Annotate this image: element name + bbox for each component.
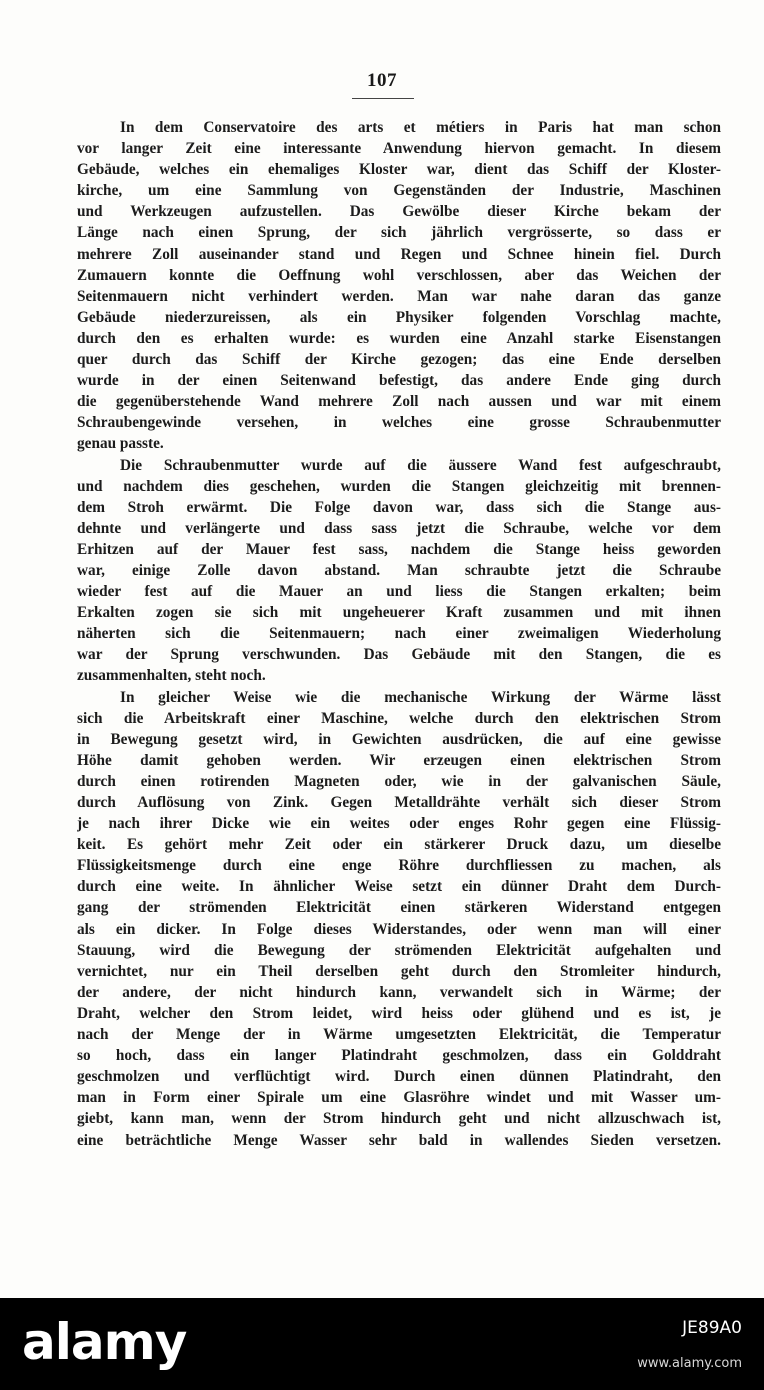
text-line: genau passte. — [77, 435, 164, 453]
text-line: Stauung, wird die Bewegung der strömenden Elektricität aufgehalten und — [77, 941, 721, 959]
text-line: Schraubengewinde versehen, in welches eine grosse Schraubenmutter — [77, 414, 721, 432]
text-line: durch Auflösung von Zink. Gegen Metalldrähte verhält sich dieser Strom — [77, 794, 721, 811]
text-line: nach der Menge der in Wärme umgesetzten Elektricität, die Temperatur — [77, 1026, 721, 1044]
text-line: je nach ihrer Dicke wie ein weites oder enges Rohr gegen eine Flüssig- — [77, 815, 721, 833]
text-line: man in Form einer Spirale um eine Glasröhre windet und mit Wasser um- — [77, 1089, 721, 1107]
text-line: als ein dicker. In Folge dieses Widerstandes, oder wenn man will einer — [77, 920, 721, 938]
text-line: war der Sprung verschwunden. Das Gebäude mit den Stangen, die es — [77, 646, 721, 664]
text-line: die gegenüberstehende Wand mehrere Zoll nach aussen und war mit einem — [77, 393, 721, 411]
text-line: wurde in der einen Seitenwand befestigt, das andere Ende ging durch — [77, 372, 721, 390]
text-line: giebt, kann man, wenn der Strom hindurch geht und nicht allzuschwach ist, — [77, 1110, 721, 1128]
text-line: Flüssigkeitsmenge durch eine enge Röhre durchfliessen zu machen, als — [77, 857, 721, 875]
image-id: JE89A0 — [682, 1318, 742, 1338]
text-line: und Werkzeugen aufzustellen. Das Gewölbe dieser Kirche bekam der — [77, 203, 721, 221]
text-line: der andere, der nicht hindurch kann, verwandelt sich in Wärme; der — [77, 983, 721, 1001]
body-text — [77, 117, 721, 1151]
text-line: Erkalten zogen sie sich mit ungeheuerer Kraft zusammen und mit ihnen — [77, 604, 721, 622]
text-line: und nachdem dies geschehen, wurden die Stangen gleichzeitig mit brennen- — [77, 477, 721, 495]
text-line: war, einige Zolle davon abstand. Man schraubte jetzt die Schraube — [77, 561, 721, 579]
text-line: mehrere Zoll auseinander stand und Regen und Schnee hinein fiel. Durch — [77, 245, 721, 263]
text-line: In gleicher Weise wie die mechanische Wirkung der Wärme lässt — [120, 688, 721, 706]
text-line: Seitenmauern nicht verhindert werden. Man war nahe daran das ganze — [77, 287, 721, 305]
text-line: sich die Arbeitskraft einer Maschine, welche durch den elektrischen Strom — [77, 709, 721, 727]
text-line: Erhitzen auf der Mauer fest sass, nachdem die Stange heiss geworden — [77, 540, 721, 558]
text-line: dehnte und verlängerte und dass sass jetzt die Schraube, welche vor dem — [77, 519, 721, 537]
text-line: keit. Es gehört mehr Zeit oder ein stärkerer Druck dazu, um dieselbe — [77, 836, 721, 854]
text-line: wieder fest auf die Mauer an und liess die Stangen erkalten; beim — [77, 583, 721, 601]
text-line: geschmolzen und verflüchtigt wird. Durch einen dünnen Platindraht, den — [77, 1068, 721, 1086]
text-line: durch einen rotirenden Magneten oder, wie in der galvanischen Säule, — [77, 772, 721, 790]
text-line: vernichtet, nur ein Theil derselben geht durch den Stromleiter hindurch, — [77, 962, 721, 980]
text-line: so hoch, dass ein langer Platindraht geschmolzen, dass ein Golddraht — [77, 1047, 721, 1065]
text-line: durch eine weite. In ähnlicher Weise setzt ein dünner Draht dem Durch- — [77, 878, 721, 896]
text-line: zusammenhalten, steht noch. — [77, 667, 266, 685]
text-line: gang der strömenden Elektricität einen stärkeren Widerstand entgegen — [77, 899, 721, 917]
text-line: In dem Conservatoire des arts et métiers in Paris hat man schon — [120, 119, 721, 136]
site-url: www.alamy.com — [637, 1356, 742, 1371]
text-line: Zumauern konnte die Oeffnung wohl verschlossen, aber das Weichen der — [77, 266, 721, 284]
watermark-footer-bar — [0, 1298, 764, 1390]
page-number: 107 — [367, 70, 397, 91]
text-line: quer durch das Schiff der Kirche gezogen; das eine Ende derselben — [77, 351, 721, 369]
text-line: näherten sich die Seitenmauern; nach einer zweimaligen Wiederholung — [77, 625, 721, 643]
text-line: durch den es erhalten wurde: es wurden eine Anzahl starke Eisenstangen — [77, 329, 721, 347]
text-line: in Bewegung gesetzt wird, in Gewichten ausdrücken, die auf eine gewisse — [77, 730, 721, 748]
text-line: Die Schraubenmutter wurde auf die äussere Wand fest aufgeschraubt, — [120, 456, 721, 474]
text-line: Länge nach einen Sprung, der sich jährlich vergrösserte, so dass er — [77, 224, 721, 242]
text-line: kirche, um eine Sammlung von Gegenständen der Industrie, Maschinen — [77, 182, 721, 200]
text-line: vor langer Zeit eine interessante Anwendung hiervon gemacht. In diesem — [77, 140, 721, 158]
text-line: Gebäude, welches ein ehemaliges Kloster war, dient das Schiff der Kloster- — [77, 161, 721, 179]
text-line: Gebäude niederzureissen, als ein Physiker folgenden Vorschlag machte, — [77, 308, 721, 326]
text-line: Höhe damit gehoben werden. Wir erzeugen einen elektrischen Strom — [77, 751, 721, 769]
text-line: Draht, welcher den Strom leidet, wird heiss oder glühend und es ist, je — [77, 1004, 721, 1022]
alamy-logo: alamy — [22, 1313, 187, 1371]
text-line: dem Stroh erwärmt. Die Folge davon war, dass sich die Stange aus- — [77, 498, 721, 516]
page-number-rule — [352, 98, 414, 99]
text-line: eine beträchtliche Menge Wasser sehr bald in wallendes Sieden versetzen. — [77, 1131, 721, 1149]
